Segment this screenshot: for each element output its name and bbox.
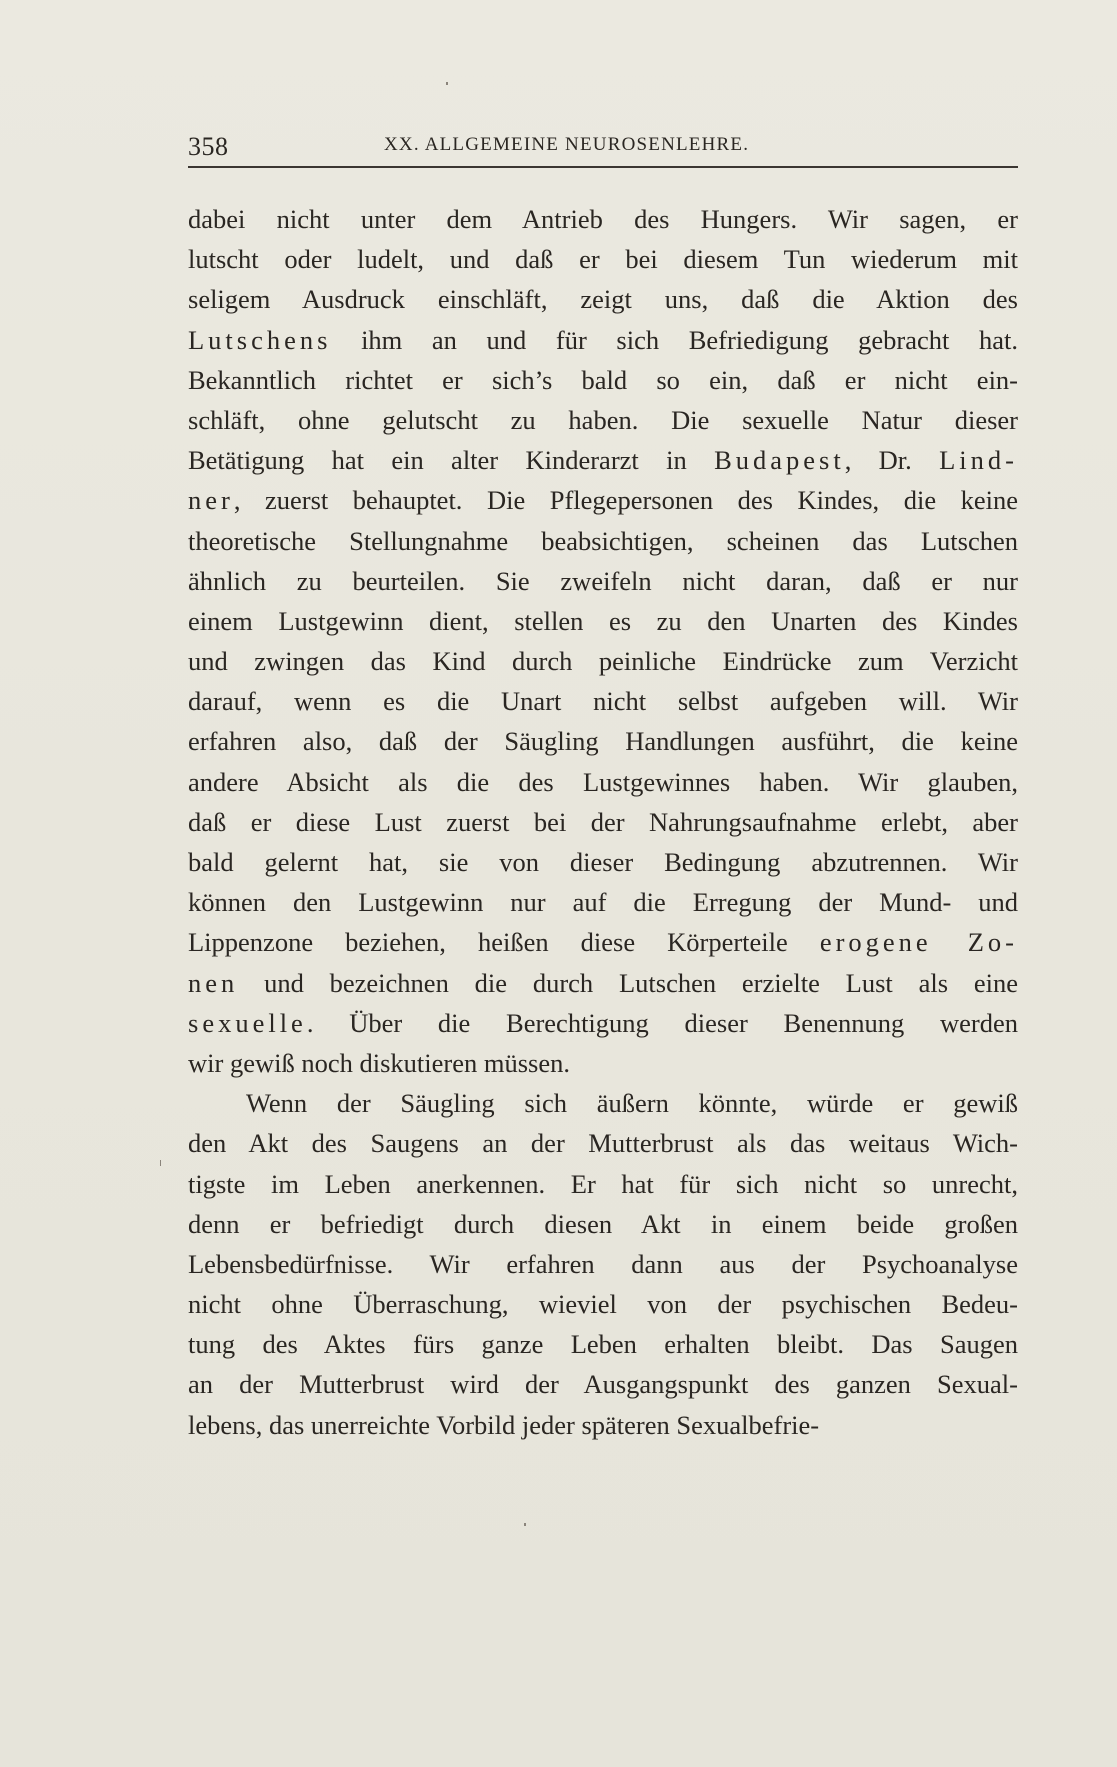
header-rule — [188, 166, 1018, 168]
text-run: bald gelernt hat, sie von dieser Bedingung abzutrennen. Wir — [188, 847, 1018, 877]
page-speck — [446, 82, 448, 85]
text-run: tung des Aktes fürs ganze Leben erhalten bleibt. Das Saugen — [188, 1329, 1018, 1360]
text-line — [188, 1003, 1018, 1043]
text-run: denn er befriedigt durch diesen Akt in einem beide großen — [188, 1208, 1018, 1239]
text-run: können den Lustgewinn nur auf die Erregung der Mund- und — [188, 887, 1018, 918]
spaced-emphasis: erogene Zo- — [819, 927, 1018, 958]
text-line — [188, 199, 1018, 239]
text-line — [188, 1244, 1018, 1284]
spaced-emphasis: sexuelle — [188, 1007, 307, 1038]
text-line — [188, 1204, 1018, 1244]
text-line — [188, 320, 1018, 360]
text-line — [188, 1324, 1018, 1364]
text-line — [188, 1083, 1018, 1123]
text-run: Lebensbedürfnisse. Wir erfahren dann aus der Psychoanalyse — [188, 1248, 1018, 1279]
text-line — [188, 239, 1018, 279]
text-run: dabei nicht unter dem Antrieb des Hungers. Wir sagen, er — [188, 204, 1018, 234]
text-run: Bekanntlich richtet er sich’s bald so ein, daß er nicht ein- — [188, 364, 1018, 395]
text-run: . Über die Berechtigung dieser Benennung werden — [306, 1007, 1018, 1038]
running-head: XX. ALLGEMEINE NEUROSENLEHRE. — [384, 134, 750, 155]
text-run: den Akt des Saugens an der Mutterbrust als das weitaus Wich- — [188, 1128, 1018, 1159]
page-number: 358 — [188, 132, 229, 161]
text-line — [188, 480, 1018, 520]
text-line — [188, 963, 1018, 1003]
text-run: und zwingen das Kind durch peinliche Eindrücke zum Verzicht — [188, 646, 1018, 677]
text-line — [188, 1284, 1018, 1324]
page-speck — [160, 1160, 161, 1166]
text-run: andere Absicht als die des Lustgewinnes haben. Wir glauben, — [188, 766, 1018, 797]
text-run: erfahren also, daß der Säugling Handlungen ausführt, die keine — [188, 726, 1018, 757]
text-run: an der Mutterbrust wird der Ausgangspunkt des ganzen Sexual- — [188, 1369, 1018, 1400]
page-header — [188, 128, 1018, 168]
text-line — [188, 1123, 1018, 1163]
text-line — [188, 721, 1018, 761]
text-line — [188, 882, 1018, 922]
text-line — [188, 1043, 1018, 1083]
text-line — [188, 842, 1018, 882]
spaced-emphasis: nen — [188, 967, 239, 998]
text-line — [188, 561, 1018, 601]
text-line — [188, 1405, 1018, 1445]
text-run: Betätigung hat ein alter Kinderarzt in — [188, 445, 715, 476]
text-run: einem Lustgewinn dient, stellen es zu den Unarten des Kindes — [188, 605, 1018, 636]
text-line — [188, 440, 1018, 480]
text-run: und bezeichnen die durch Lutschen erzielte Lust als eine — [238, 967, 1018, 998]
text-line — [188, 400, 1018, 440]
text-run: Lippenzone beziehen, heißen diese Körperteile — [188, 927, 820, 958]
text-line — [188, 641, 1018, 681]
page-speck — [524, 1523, 526, 1526]
text-line — [188, 279, 1018, 319]
text-line — [188, 360, 1018, 400]
text-line — [188, 601, 1018, 641]
text-run: seligem Ausdruck einschläft, zeigt uns, daß die Aktion des — [188, 284, 1018, 315]
text-run: , Dr. — [844, 445, 940, 476]
text-run: darauf, wenn es die Unart nicht selbst aufgeben will. Wir — [188, 686, 1018, 717]
text-line — [188, 681, 1018, 721]
text-line — [188, 1164, 1018, 1204]
text-line — [188, 762, 1018, 802]
text-run: ähnlich zu beurteilen. Sie zweifeln nicht daran, daß er nur — [188, 565, 1018, 596]
text-line — [188, 922, 1018, 962]
spaced-emphasis: Lind- — [939, 445, 1018, 476]
text-line — [188, 521, 1018, 561]
text-run: , zuerst behauptet. Die Pflegepersonen des Kindes, die keine — [233, 485, 1018, 516]
spaced-emphasis: ner — [188, 485, 234, 516]
spaced-emphasis: Lutschens — [188, 324, 332, 355]
text-run: theoretische Stellungnahme beabsichtigen, scheinen das Lutschen — [188, 525, 1018, 556]
text-run: lebens, das unerreichte Vorbild jeder späteren Sexualbefrie- — [188, 1409, 820, 1440]
text-run: tigste im Leben anerkennen. Er hat für sich nicht so unrecht, — [188, 1168, 1018, 1199]
text-run: ihm an und für sich Befriedigung gebracht hat. — [331, 324, 1018, 355]
text-run: daß er diese Lust zuerst bei der Nahrungsaufnahme erlebt, aber — [188, 806, 1018, 837]
text-run: lutscht oder ludelt, und daß er bei diesem Tun wiederum mit — [188, 244, 1018, 275]
text-line — [188, 802, 1018, 842]
text-run: Wenn der Säugling sich äußern könnte, würde er gewiß — [246, 1088, 1018, 1119]
body-text — [188, 199, 1018, 1445]
text-line — [188, 1364, 1018, 1404]
text-run: wir gewiß noch diskutieren müssen. — [188, 1047, 570, 1078]
text-run: schläft, ohne gelutscht zu haben. Die sexuelle Natur dieser — [188, 404, 1018, 435]
text-run: nicht ohne Überraschung, wieviel von der psychischen Bedeu- — [188, 1289, 1018, 1320]
spaced-emphasis: Budapest — [714, 445, 845, 476]
